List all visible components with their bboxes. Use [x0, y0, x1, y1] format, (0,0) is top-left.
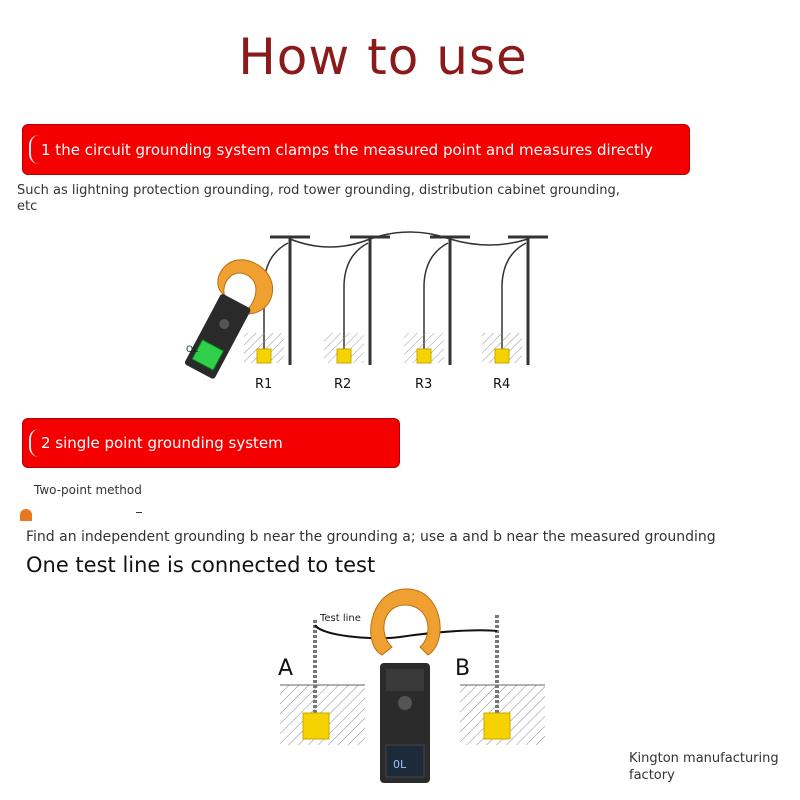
grounding-electrodes [257, 349, 509, 363]
label-r2: R2 [334, 377, 352, 392]
test-wire [315, 625, 497, 638]
grounding-diagram-1 [160, 225, 560, 395]
label-r1: R1 [255, 377, 273, 392]
banner-notch [29, 429, 39, 457]
label-r4: R4 [493, 377, 511, 392]
meter-2-display: 0L [393, 758, 407, 771]
ground-hatch [244, 333, 522, 363]
method-label: Two-point method [34, 483, 142, 497]
dash-divider [136, 512, 142, 513]
section-2-description: Find an independent grounding b near the grounding a; use a and b near the measured grounding [26, 529, 716, 545]
point-b-label: B [455, 656, 471, 681]
section-1-banner-text: 1 the circuit grounding system clamps the measured point and measures directly [41, 140, 653, 159]
electrode-a [303, 713, 329, 739]
clamp-meter-2 [371, 589, 440, 783]
test-line-label: Test line [320, 613, 361, 624]
label-r3: R3 [415, 377, 433, 392]
electrode-b [484, 713, 510, 739]
clamp-meter-1 [175, 251, 283, 386]
point-a-label: A [278, 656, 294, 681]
banner-notch [29, 135, 39, 164]
manufacturer-label: Kington manufacturing factory [629, 751, 779, 783]
page-title: How to use [238, 28, 528, 86]
overhead-wire [290, 232, 528, 247]
section-1-banner [22, 124, 690, 175]
meter-1-display: OL [186, 345, 199, 355]
section-2-heading: One test line is connected to test [26, 553, 376, 577]
section-2-banner-text: 2 single point grounding system [41, 434, 283, 452]
grounding-diagram-2 [270, 585, 560, 795]
method-marker-icon [20, 509, 32, 521]
section-2-banner [22, 418, 400, 468]
section-1-description: Such as lightning protection grounding, rod tower grounding, distribution cabinet grounding, etc [17, 183, 620, 214]
